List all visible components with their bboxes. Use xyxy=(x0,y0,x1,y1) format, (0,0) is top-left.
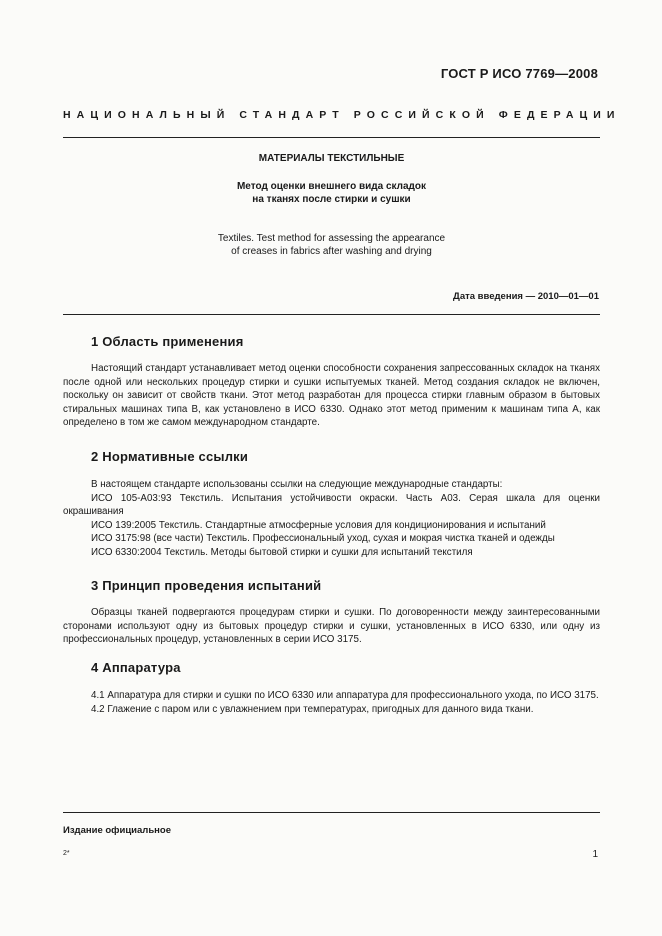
header-divider xyxy=(63,314,600,315)
section-3-body xyxy=(63,606,600,647)
english-title xyxy=(63,232,600,258)
reference-item: ИСО 139:2005 Текстиль. Стандартные атмосферные условия для кондиционирования и испытаний xyxy=(91,519,546,531)
subtitle-line-2: на тканях после стирки и сушки xyxy=(252,194,411,205)
section-2-intro: В настоящем стандарте использованы ссылки на следующие международные стандарты: xyxy=(91,479,503,490)
english-title-line-2: of creases in fabrics after washing and drying xyxy=(231,246,432,257)
section-3-heading: 3 Принцип проведения испытаний xyxy=(91,578,322,593)
footer-divider xyxy=(63,812,600,813)
reference-item: ИСО 105-А03:93 Текстиль. Испытания устойчивости окраски. Часть А03. Серая шкала для оценки окрашивания xyxy=(63,492,600,517)
subtitle-line-1: Метод оценки внешнего вида складок xyxy=(236,181,427,192)
section-1-heading: 1 Область применения xyxy=(91,334,244,349)
top-divider xyxy=(63,137,600,138)
reference-item: ИСО 3175:98 (все части) Текстиль. Профессиональный уход, сухая и мокрая чистка тканей и одежды xyxy=(91,533,555,544)
section-1-text: Настоящий стандарт устанавливает метод оценки способности сохранения запрессованных складок на тканях после одной или нескольких процедур стирки и сушки испытуемых тканей. Метод создания складок не включен, поскольку он зависит от свойств ткани. Этот метод разработан для процесса стирки главным образом в бытовых стиральных машинах типа В, как установлено в ИСО 6330. Однако этот метод применим к машинам типа А, как определено в том же самом международном стандарте. xyxy=(63,363,600,428)
document-title: МАТЕРИАЛЫ ТЕКСТИЛЬНЫЕ xyxy=(258,153,405,164)
apparatus-item: 4.2 Глажение с паром или с увлажнением при температурах, пригодных для данного вида ткани. xyxy=(91,703,534,715)
official-edition-label: Издание официальное xyxy=(63,825,171,836)
apparatus-item: 4.1 Аппаратура для стирки и сушки по ИСО 6330 или аппаратура для профессионального ухода, по ИСО 3175. xyxy=(91,690,599,701)
section-4-body xyxy=(63,689,600,716)
standard-number: ГОСТ Р ИСО 7769—2008 xyxy=(440,66,598,81)
page-number: 1 xyxy=(592,849,598,860)
reference-item: ИСО 6330:2004 Текстиль. Методы бытовой стирки и сушки для испытаний текстиля xyxy=(91,546,473,558)
section-2-body xyxy=(63,478,600,559)
english-title-line-1: Textiles. Test method for assessing the appearance xyxy=(217,233,446,244)
section-4-heading: 4 Аппаратура xyxy=(91,660,181,675)
sheet-mark: 2* xyxy=(63,850,70,857)
introduction-date: Дата введения — 2010—01—01 xyxy=(453,291,599,302)
national-standard-banner: НАЦИОНАЛЬНЫЙ СТАНДАРТ РОССИЙСКОЙ ФЕДЕРАЦИИ xyxy=(63,109,621,121)
section-2-heading: 2 Нормативные ссылки xyxy=(91,449,249,464)
document-subtitle xyxy=(63,180,600,206)
section-3-text: Образцы тканей подвергаются процедурам стирки и сушки. По договоренности между заинтересованными сторонами используют одну из бытовых процедур стирки и сушки, установленных в ИСО 6330, или одну из профессиональных процедур, установленных в серии ИСО 3175. xyxy=(63,607,600,645)
section-1-body xyxy=(63,362,600,430)
